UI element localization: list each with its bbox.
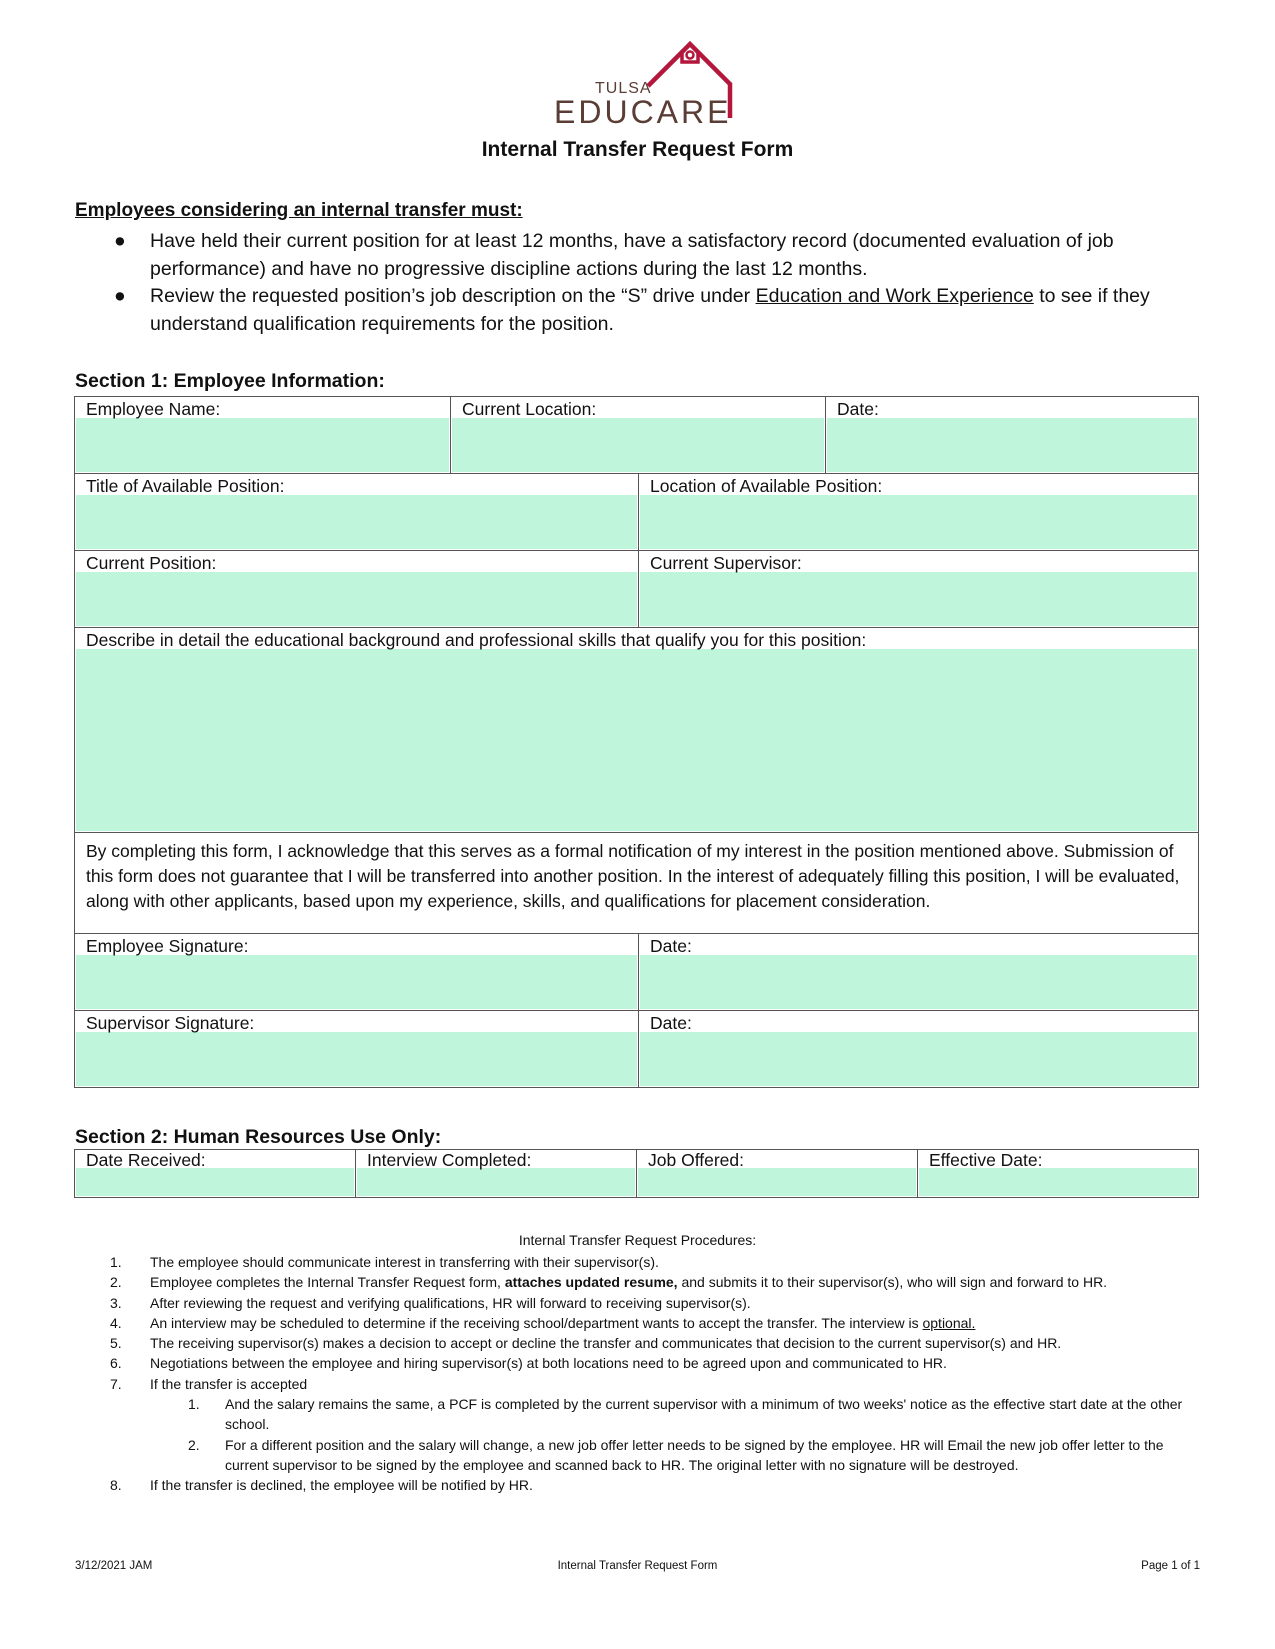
employee-signature-date-input[interactable]	[640, 955, 1197, 1009]
list-item: 4. An interview may be scheduled to determine if the receiving school/department wants to accept the transfer. The interview is optional.	[110, 1314, 976, 1331]
date-field[interactable]: Date:	[825, 396, 1199, 474]
bullet-icon: ●	[114, 230, 126, 252]
education-work-experience-link: Education and Work Experience	[755, 285, 1034, 307]
list-item: 7. If the transfer is accepted	[110, 1375, 308, 1392]
title-available-position-field[interactable]: Title of Available Position:	[74, 473, 639, 551]
current-position-input[interactable]	[76, 572, 637, 626]
date-received-input[interactable]	[76, 1168, 354, 1196]
location-available-position-field[interactable]: Location of Available Position:	[638, 473, 1199, 551]
current-location-input[interactable]	[452, 418, 824, 472]
supervisor-signature-field[interactable]: Supervisor Signature:	[74, 1010, 639, 1088]
job-offered-input[interactable]	[638, 1168, 916, 1196]
bullet-icon: ●	[114, 285, 126, 307]
acknowledgement-text: By completing this form, I acknowledge that this serves as a formal notification of my interest in the position mentioned above. Submission of this form does not guarantee that I will be transferred into another position. In the interest of adequately filling this position, I will be evaluated, along with other applicants, based upon my experience, skills, and qualifications for placement consideration.	[86, 841, 1180, 911]
intro-heading: Employees considering an internal transfer must:	[75, 200, 523, 221]
supervisor-signature-date-input[interactable]	[640, 1032, 1197, 1086]
title-available-position-input[interactable]	[76, 495, 637, 549]
job-offered-field[interactable]: Job Offered:	[636, 1149, 918, 1198]
procedures-list	[110, 1252, 1210, 1496]
list-item: ● Have held their current position for at least 12 months, have a satisfactory record (documented evaluation of job performance) and have no progressive discipline actions during the last 12 months.	[114, 230, 1114, 280]
tulsa-educare-logo	[540, 38, 740, 128]
list-item: 1. The employee should communicate interest in transferring with their supervisor(s).	[110, 1254, 659, 1270]
current-supervisor-input[interactable]	[640, 572, 1197, 626]
list-item: 5. The receiving supervisor(s) makes a decision to accept or decline the transfer and communicates that decision to the current supervisor(s) and HR.	[110, 1335, 1062, 1352]
list-item: 8. If the transfer is declined, the employee will be notified by HR.	[110, 1477, 533, 1494]
list-item: 2. Employee completes the Internal Transfer Request form, attaches updated resume, and submits it to their supervisor(s), who will sign and forward to HR.	[110, 1274, 1108, 1291]
qualifications-description-input[interactable]	[76, 649, 1197, 831]
current-supervisor-field[interactable]: Current Supervisor:	[638, 550, 1199, 628]
section1-heading: Section 1: Employee Information:	[75, 370, 385, 392]
current-position-field[interactable]: Current Position:	[74, 550, 639, 628]
requirements-list	[110, 228, 1195, 338]
list-item: 3. After reviewing the request and verifying qualifications, HR will forward to receiving supervisor(s).	[110, 1294, 751, 1311]
effective-date-input[interactable]	[919, 1168, 1197, 1196]
procedures-title: Internal Transfer Request Procedures:	[518, 1232, 757, 1248]
acknowledgement-box	[74, 832, 1199, 934]
supervisor-signature-input[interactable]	[76, 1032, 637, 1086]
date-input[interactable]	[827, 418, 1197, 472]
footer-date: 3/12/2021 JAM	[75, 1560, 153, 1572]
employee-name-field[interactable]: Employee Name:	[74, 396, 451, 474]
list-item: ● Review the requested position’s job description on the “S” drive under Education and Work Experience to see if they understand qualification requirements for the position.	[114, 285, 1150, 335]
list-item: 6. Negotiations between the employee and hiring supervisor(s) at both locations need to be agreed upon and communicated to HR.	[110, 1355, 947, 1372]
footer-title: Internal Transfer Request Form	[557, 1560, 718, 1572]
form-title: Internal Transfer Request Form	[481, 138, 794, 161]
list-item: 2. For a different position and the salary will change, a new job offer letter needs to be signed by the employee. HR will Email the new job offer letter to the current supervisor to be signed by the employee and scanned back to HR. The original letter with no signature will be destroyed.	[188, 1436, 1164, 1473]
qualifications-description-field[interactable]: Describe in detail the educational background and professional skills that qualify you for this position:	[74, 627, 1199, 833]
supervisor-signature-date-field[interactable]: Date:	[638, 1010, 1199, 1088]
employee-name-input[interactable]	[76, 418, 449, 472]
employee-signature-input[interactable]	[76, 955, 637, 1009]
employee-signature-field[interactable]: Employee Signature:	[74, 933, 639, 1011]
section2-heading: Section 2: Human Resources Use Only:	[75, 1126, 442, 1148]
effective-date-field[interactable]: Effective Date:	[917, 1149, 1199, 1198]
location-available-position-input[interactable]	[640, 495, 1197, 549]
employee-signature-date-field[interactable]: Date:	[638, 933, 1199, 1011]
interview-completed-input[interactable]	[357, 1168, 635, 1196]
interview-completed-field[interactable]: Interview Completed:	[355, 1149, 637, 1198]
logo-educare-text: EDUCARE	[554, 94, 732, 130]
current-location-field[interactable]: Current Location:	[450, 396, 826, 474]
footer-page-number: Page 1 of 1	[1141, 1560, 1200, 1572]
logo-tulsa-text: TULSA	[595, 80, 652, 97]
list-item: 1. And the salary remains the same, a PCF is completed by the current supervisor with a minimum of two weeks' notice as the effective start date at the other school.	[188, 1396, 1183, 1433]
date-received-field[interactable]: Date Received:	[74, 1149, 356, 1198]
